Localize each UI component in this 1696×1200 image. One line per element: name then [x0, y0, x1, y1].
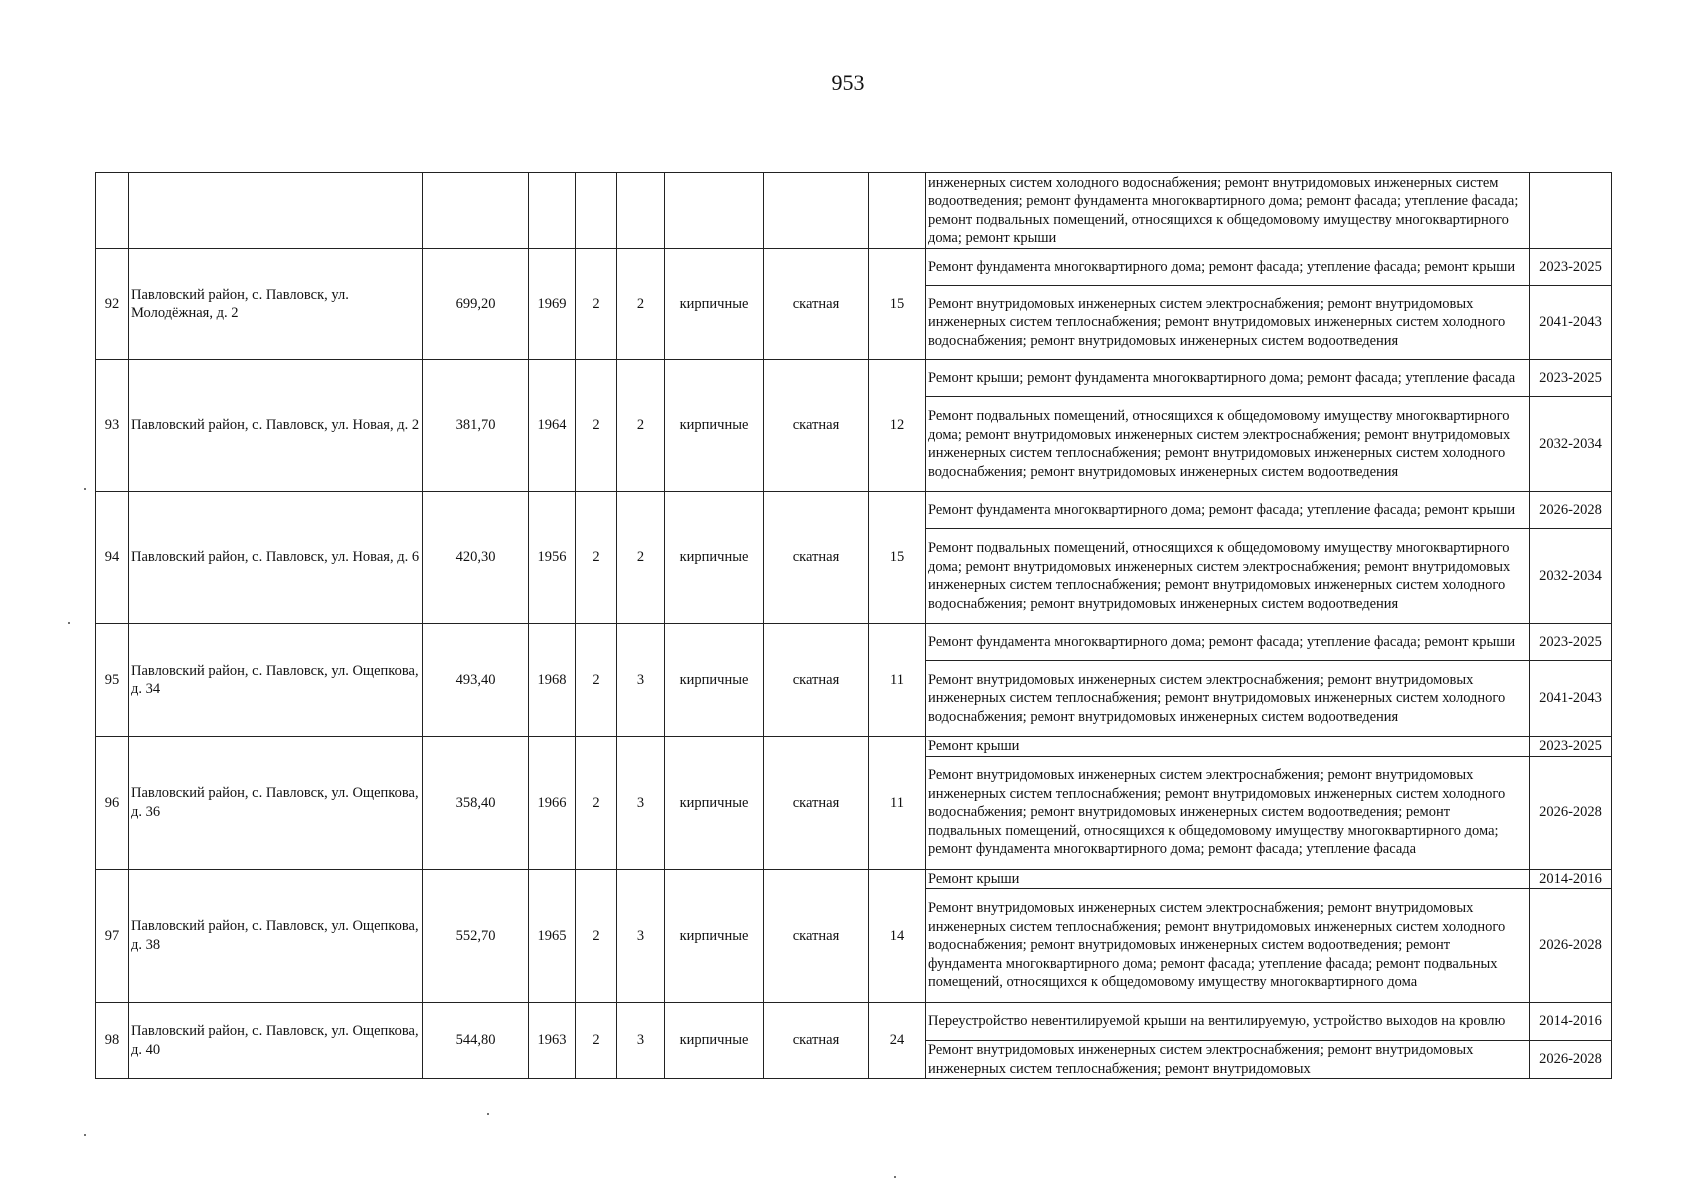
row-number: 92: [96, 249, 129, 360]
continuation-row: [96, 173, 1612, 249]
area-cell: 699,20: [423, 249, 529, 360]
period-cell: 2014-2016: [1530, 1003, 1612, 1041]
house-row: [96, 492, 1612, 529]
works-cell: Переустройство невентилируемой крыши на вентилируемую, устройство выходов на кровлю: [926, 1003, 1530, 1041]
page-number: 953: [831, 70, 865, 95]
address-cell: Павловский район, с. Павловск, ул. Молодёжная, д. 2: [129, 249, 423, 360]
roof-type-cell: скатная: [764, 624, 869, 737]
row-number: 95: [96, 624, 129, 737]
floors-cell: 2: [576, 624, 617, 737]
year-cell: 1969: [529, 249, 576, 360]
count-cell: 11: [869, 737, 926, 870]
housing-repair-table: [95, 172, 1612, 1079]
roof-type-cell: скатная: [764, 1003, 869, 1079]
entrances-cell: 3: [617, 624, 665, 737]
address-cell: Павловский район, с. Павловск, ул. Ощепкова, д. 34: [129, 624, 423, 737]
area-cell: 552,70: [423, 869, 529, 1003]
period-cell: 2026-2028: [1530, 492, 1612, 529]
wall-material-cell: кирпичные: [665, 1003, 764, 1079]
scan-speck: [84, 488, 86, 490]
roof-type-cell: скатная: [764, 492, 869, 624]
period-cell: 2026-2028: [1530, 889, 1612, 1003]
period-cell: 2032-2034: [1530, 529, 1612, 624]
wall-material-cell: кирпичные: [665, 624, 764, 737]
year-cell: 1968: [529, 624, 576, 737]
scan-speck: [487, 1113, 489, 1115]
cell-empty: [576, 173, 617, 249]
cell-empty: [869, 173, 926, 249]
address-cell: Павловский район, с. Павловск, ул. Ощепкова, д. 40: [129, 1003, 423, 1079]
address-cell: Павловский район, с. Павловск, ул. Новая, д. 6: [129, 492, 423, 624]
works-cell: Ремонт внутридомовых инженерных систем электроснабжения; ремонт внутридомовых инженерных систем теплоснабжения; ремонт внутридомовых инженерных систем холодного водоснабжения; ремонт внутридомовых инженерных систем водоотведения; ремонт фундамента многоквартирного дома; ремонт фасада; утепление фасада; ремонт подвальных помещений, относящихся к общедомовому имуществу многоквартирного дома: [926, 889, 1530, 1003]
period-cell: 2026-2028: [1530, 1041, 1612, 1079]
entrances-cell: 3: [617, 869, 665, 1003]
row-number: 96: [96, 737, 129, 870]
works-cell: Ремонт внутридомовых инженерных систем электроснабжения; ремонт внутридомовых инженерных систем теплоснабжения; ремонт внутридомовых: [926, 1041, 1530, 1079]
row-number: 98: [96, 1003, 129, 1079]
house-row: [96, 1003, 1612, 1041]
count-cell: 15: [869, 492, 926, 624]
works-cell: Ремонт фундамента многоквартирного дома; ремонт фасада; утепление фасада; ремонт крыши: [926, 249, 1530, 286]
cell-empty: [96, 173, 129, 249]
address-cell: Павловский район, с. Павловск, ул. Новая, д. 2: [129, 360, 423, 492]
works-cell: Ремонт подвальных помещений, относящихся к общедомовому имуществу многоквартирного дома; ремонт внутридомовых инженерных систем электроснабжения; ремонт внутридомовых инженерных систем теплоснабжения; ремонт внутридомовых инженерных систем холодного водоснабжения; ремонт внутридомовых инженерных систем водоотведения: [926, 529, 1530, 624]
period-cell: 2041-2043: [1530, 286, 1612, 360]
wall-material-cell: кирпичные: [665, 869, 764, 1003]
works-cell: инженерных систем холодного водоснабжения; ремонт внутридомовых инженерных систем водоотведения; ремонт фундамента многоквартирного дома; ремонт фасада; утепление фасада; ремонт подвальных помещений, относящихся к общедомовому имуществу многоквартирного дома; ремонт крыши: [926, 173, 1530, 249]
count-cell: 11: [869, 624, 926, 737]
house-row: [96, 624, 1612, 661]
works-cell: Ремонт внутридомовых инженерных систем электроснабжения; ремонт внутридомовых инженерных систем теплоснабжения; ремонт внутридомовых инженерных систем холодного водоснабжения; ремонт внутридомовых инженерных систем водоотведения; ремонт подвальных помещений, относящихся к общедомовому имуществу многоквартирного дома; ремонт фундамента многоквартирного дома; ремонт фасада; утепление фасада: [926, 756, 1530, 869]
entrances-cell: 2: [617, 492, 665, 624]
row-number: 97: [96, 869, 129, 1003]
area-cell: 493,40: [423, 624, 529, 737]
area-cell: 381,70: [423, 360, 529, 492]
works-cell: Ремонт фундамента многоквартирного дома; ремонт фасада; утепление фасада; ремонт крыши: [926, 624, 1530, 661]
house-row: [96, 869, 1612, 889]
floors-cell: 2: [576, 249, 617, 360]
year-cell: 1956: [529, 492, 576, 624]
area-cell: 544,80: [423, 1003, 529, 1079]
cell-empty: [529, 173, 576, 249]
roof-type-cell: скатная: [764, 869, 869, 1003]
floors-cell: 2: [576, 737, 617, 870]
year-cell: 1965: [529, 869, 576, 1003]
roof-type-cell: скатная: [764, 737, 869, 870]
scan-speck: [894, 1176, 896, 1178]
year-cell: 1963: [529, 1003, 576, 1079]
works-cell: Ремонт крыши; ремонт фундамента многоквартирного дома; ремонт фасада; утепление фасада: [926, 360, 1530, 397]
wall-material-cell: кирпичные: [665, 249, 764, 360]
address-cell: Павловский район, с. Павловск, ул. Ощепкова, д. 38: [129, 869, 423, 1003]
period-cell: 2032-2034: [1530, 397, 1612, 492]
row-number: 94: [96, 492, 129, 624]
period-cell: 2026-2028: [1530, 756, 1612, 869]
period-cell: 2023-2025: [1530, 737, 1612, 757]
house-row: [96, 249, 1612, 286]
count-cell: 12: [869, 360, 926, 492]
row-number: 93: [96, 360, 129, 492]
period-cell: 2023-2025: [1530, 360, 1612, 397]
period-cell: 2023-2025: [1530, 249, 1612, 286]
cell-empty: [1530, 173, 1612, 249]
period-cell: 2014-2016: [1530, 869, 1612, 889]
cell-empty: [129, 173, 423, 249]
roof-type-cell: скатная: [764, 360, 869, 492]
entrances-cell: 2: [617, 360, 665, 492]
address-cell: Павловский район, с. Павловск, ул. Ощепкова, д. 36: [129, 737, 423, 870]
works-cell: Ремонт крыши: [926, 869, 1530, 889]
count-cell: 14: [869, 869, 926, 1003]
house-row: [96, 737, 1612, 757]
entrances-cell: 3: [617, 1003, 665, 1079]
works-cell: Ремонт внутридомовых инженерных систем электроснабжения; ремонт внутридомовых инженерных систем теплоснабжения; ремонт внутридомовых инженерных систем холодного водоснабжения; ремонт внутридомовых инженерных систем водоотведения: [926, 286, 1530, 360]
works-cell: Ремонт крыши: [926, 737, 1530, 757]
cell-empty: [617, 173, 665, 249]
period-cell: 2041-2043: [1530, 661, 1612, 737]
floors-cell: 2: [576, 1003, 617, 1079]
area-cell: 358,40: [423, 737, 529, 870]
entrances-cell: 3: [617, 737, 665, 870]
floors-cell: 2: [576, 869, 617, 1003]
entrances-cell: 2: [617, 249, 665, 360]
count-cell: 15: [869, 249, 926, 360]
works-cell: Ремонт фундамента многоквартирного дома; ремонт фасада; утепление фасада; ремонт крыши: [926, 492, 1530, 529]
cell-empty: [665, 173, 764, 249]
period-cell: 2023-2025: [1530, 624, 1612, 661]
wall-material-cell: кирпичные: [665, 492, 764, 624]
year-cell: 1966: [529, 737, 576, 870]
year-cell: 1964: [529, 360, 576, 492]
works-cell: Ремонт подвальных помещений, относящихся к общедомовому имуществу многоквартирного дома; ремонт внутридомовых инженерных систем электроснабжения; ремонт внутридомовых инженерных систем теплоснабжения; ремонт внутридомовых инженерных систем холодного водоснабжения; ремонт внутридомовых инженерных систем водоотведения: [926, 397, 1530, 492]
wall-material-cell: кирпичные: [665, 737, 764, 870]
house-row: [96, 360, 1612, 397]
count-cell: 24: [869, 1003, 926, 1079]
scan-speck: [84, 1134, 86, 1136]
floors-cell: 2: [576, 492, 617, 624]
wall-material-cell: кирпичные: [665, 360, 764, 492]
floors-cell: 2: [576, 360, 617, 492]
cell-empty: [764, 173, 869, 249]
area-cell: 420,30: [423, 492, 529, 624]
cell-empty: [423, 173, 529, 249]
scan-speck: [68, 622, 70, 624]
roof-type-cell: скатная: [764, 249, 869, 360]
works-cell: Ремонт внутридомовых инженерных систем электроснабжения; ремонт внутридомовых инженерных систем теплоснабжения; ремонт внутридомовых инженерных систем холодного водоснабжения; ремонт внутридомовых инженерных систем водоотведения: [926, 661, 1530, 737]
